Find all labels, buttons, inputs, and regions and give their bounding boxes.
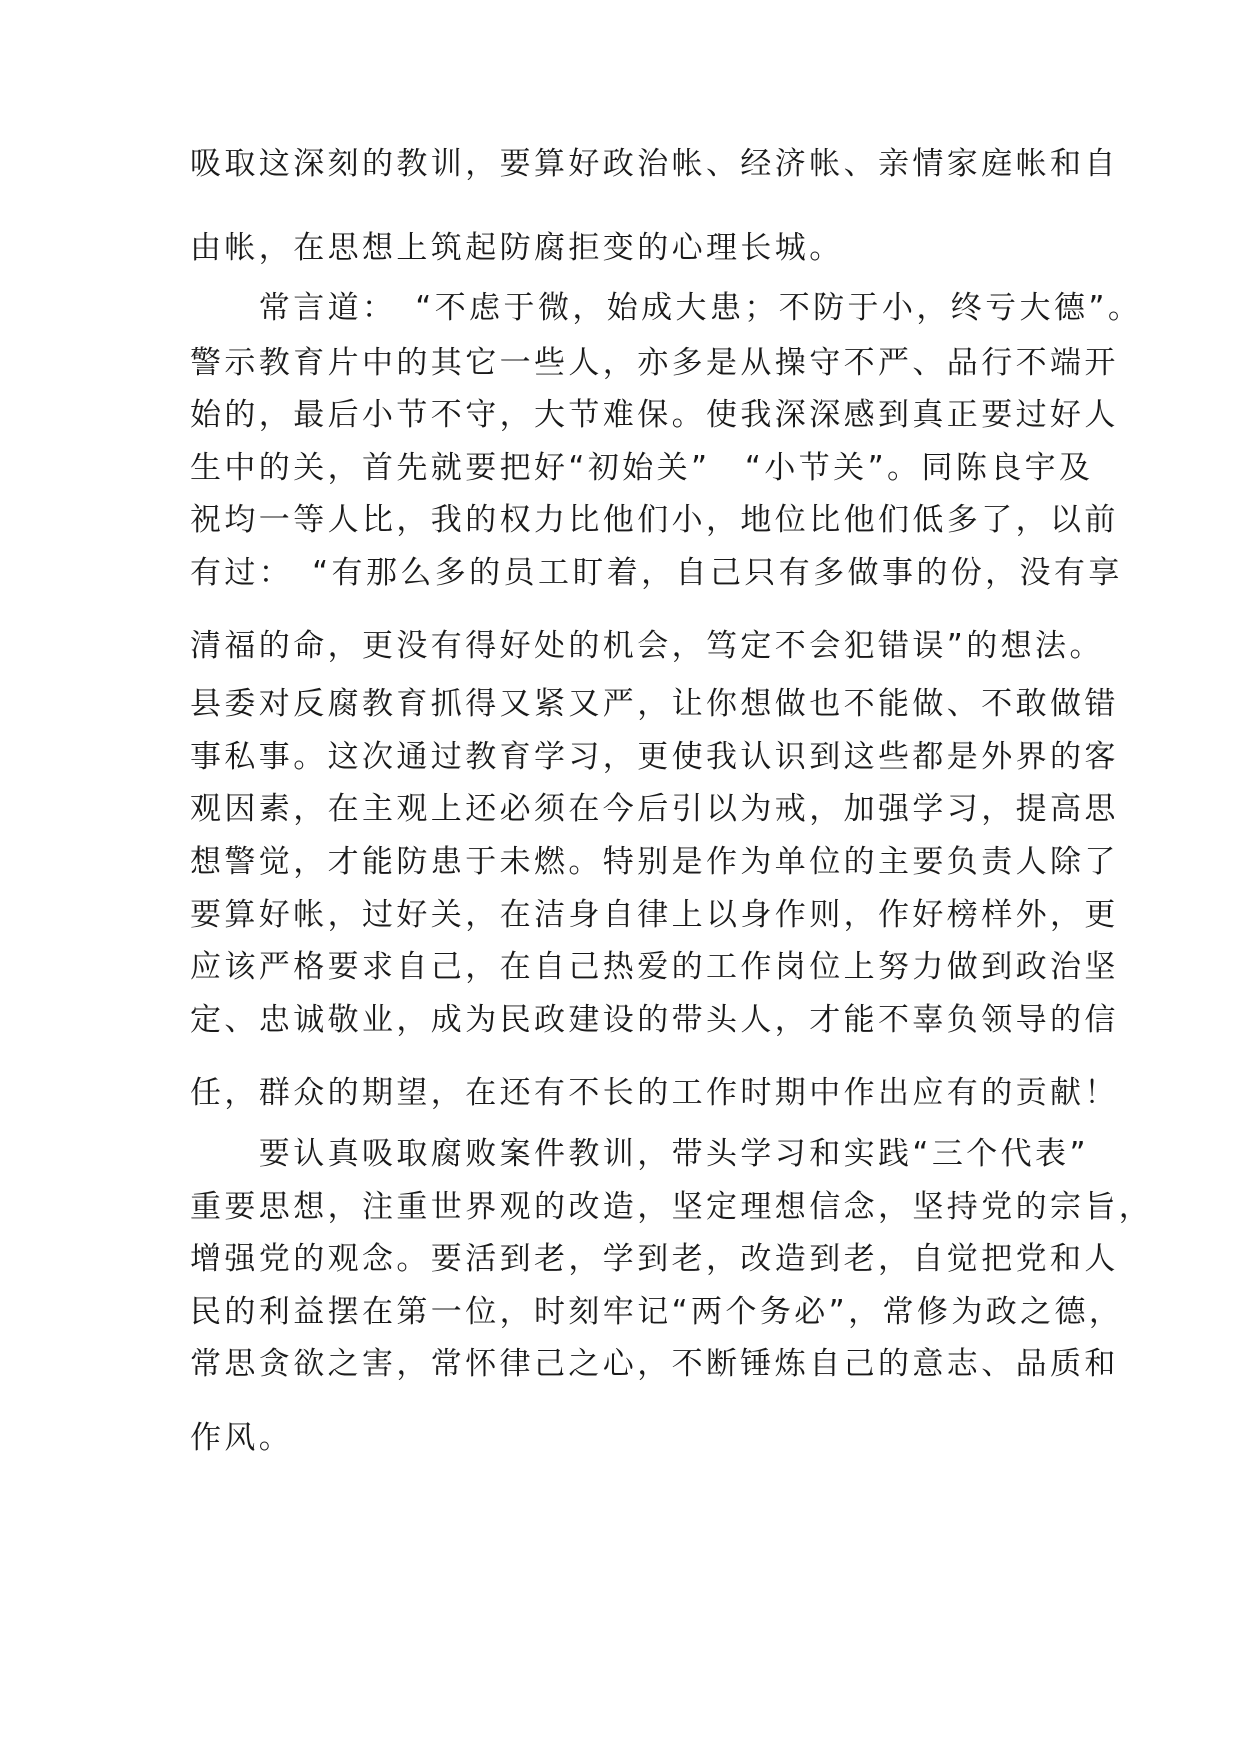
text-line: 定、忠诚敬业，成为民政建设的带头人，才能不辜负领导的信 xyxy=(190,1002,1119,1038)
text-line: 县委对反腐教育抓得又紧又严，让你想做也不能做、不敢做错 xyxy=(190,686,1119,722)
text-line: 民的利益摆在第一位，时刻牢记“两个务必”，常修为政之德， xyxy=(190,1294,1124,1330)
text-line: 始的，最后小节不守，大节难保。使我深深感到真正要过好人 xyxy=(190,397,1119,433)
text-line: 祝均一等人比，我的权力比他们小，地位比他们低多了，以前 xyxy=(190,502,1119,538)
text-line: 吸取这深刻的教训，要算好政治帐、经济帐、亲情家庭帐和自 xyxy=(190,146,1119,182)
text-line: 作风。 xyxy=(190,1420,294,1456)
text-line: 有过： “有那么多的员工盯着，自己只有多做事的份，没有享 xyxy=(190,555,1123,591)
text-line: 生中的关，首先就要把好“初始关” “小节关”。同陈良宇及 xyxy=(190,450,1094,486)
text-line: 警示教育片中的其它一些人，亦多是从操守不严、品行不端开 xyxy=(190,345,1119,381)
text-line: 要认真吸取腐败案件教训，带头学习和实践“三个代表” xyxy=(190,1136,1089,1172)
text-line: 常思贪欲之害，常怀律己之心，不断锤炼自己的意志、品质和 xyxy=(190,1346,1119,1382)
text-line: 由帐，在思想上筑起防腐拒变的心理长城。 xyxy=(190,230,844,266)
text-line: 事私事。这次通过教育学习，更使我认识到这些都是外界的客 xyxy=(190,739,1119,775)
text-line: 应该严格要求自己，在自己热爱的工作岗位上努力做到政治坚 xyxy=(190,949,1119,985)
text-line: 重要思想，注重世界观的改造，坚定理想信念，坚持党的宗旨， xyxy=(190,1189,1154,1225)
text-line: 常言道： “不虑于微，始成大患；不防于小，终亏大德”。 xyxy=(190,290,1143,326)
text-line: 要算好帐，过好关，在洁身自律上以身作则，作好榜样外，更 xyxy=(190,897,1119,933)
text-line: 清福的命，更没有得好处的机会，笃定不会犯错误”的想法。 xyxy=(190,628,1104,664)
text-line: 观因素，在主观上还必须在今后引以为戒，加强学习，提高思 xyxy=(190,791,1119,827)
text-line: 增强党的观念。要活到老，学到老，改造到老，自觉把党和人 xyxy=(190,1241,1119,1277)
text-line: 任，群众的期望，在还有不长的工作时期中作出应有的贡献！ xyxy=(190,1075,1119,1111)
text-line: 想警觉，才能防患于未燃。特别是作为单位的主要负责人除了 xyxy=(190,844,1119,880)
